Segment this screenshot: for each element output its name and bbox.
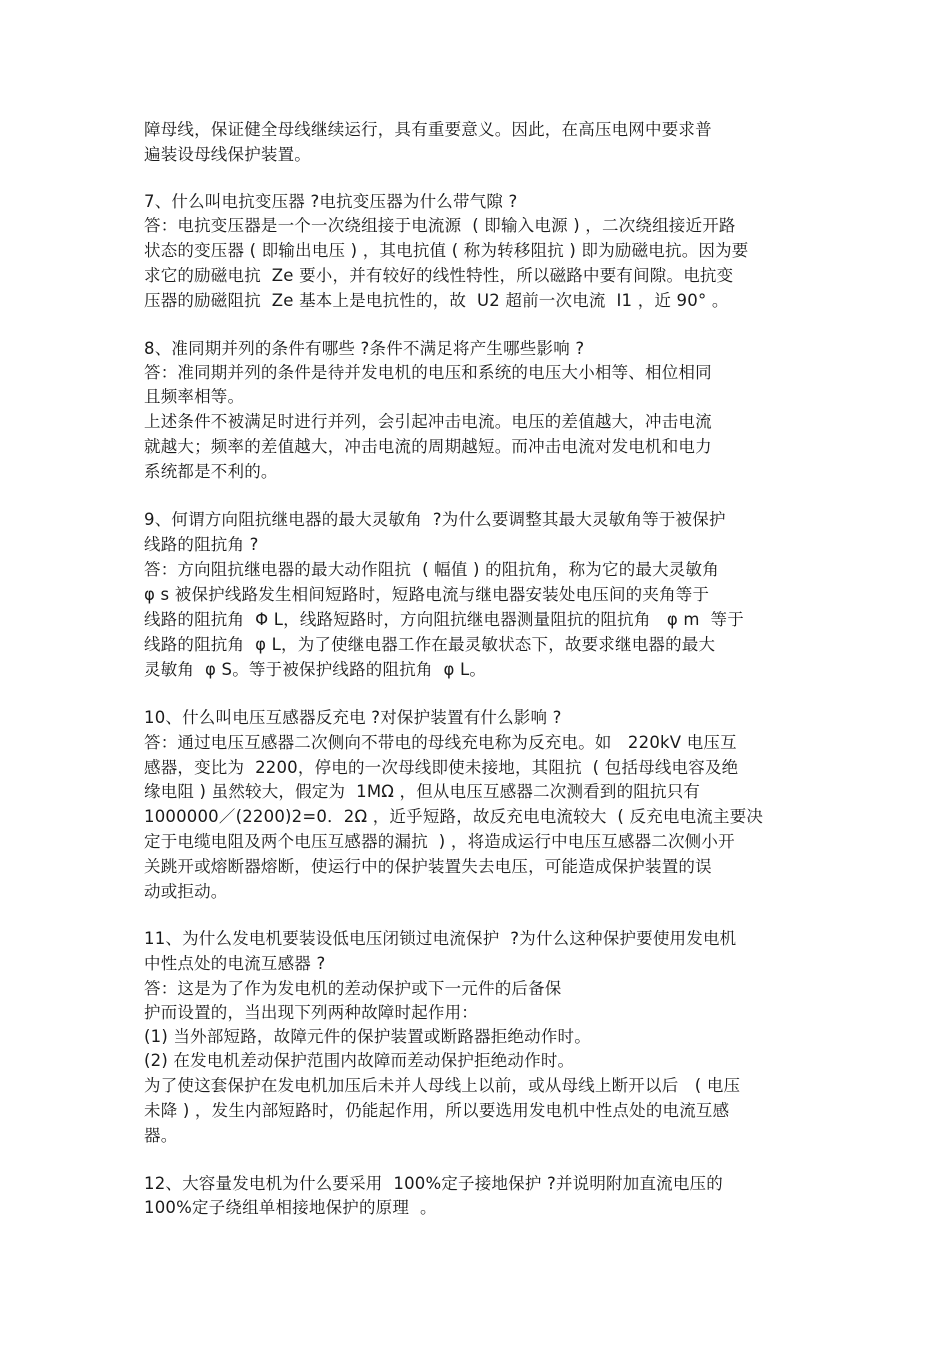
question-10-heading: 10、什么叫电压互感器反充电 ?对保护装置有什么影响 ? (144, 708, 562, 727)
list-item: (2) 在发电机差动保护范围内故障而差动保护拒绝动作时。 (144, 1051, 575, 1070)
text-line: 压器的励磁阻抗 Ze 基本上是电抗性的，故 U2 超前一次电流 I1 ，近 90° 。 (144, 291, 729, 310)
text-line: 上述条件不被满足时进行并列，会引起冲击电流。电压的差值越大，冲击电流 (144, 412, 712, 431)
text-line: 系统都是不利的。 (144, 462, 278, 481)
text-line: 关跳开或熔断器熔断，使运行中的保护装置失去电压，可能造成保护装置的误 (144, 857, 712, 876)
text-line: 障母线，保证健全母线继续运行，具有重要意义。因此，在高压电网中要求普 (144, 120, 712, 139)
question-11-heading: 11、为什么发电机要装设低电压闭锁过电流保护 ?为什么这种保护要使用发电机 (144, 929, 737, 948)
text-line: 且频率相等。 (144, 387, 245, 406)
text-line: 缘电阻 ) 虽然较大，假定为 1MΩ ，但从电压互感器二次测看到的阻抗只有 (144, 782, 701, 801)
question-12-heading: 12、大容量发电机为什么要采用 100%定子接地保护 ?并说明附加直流电压的 (144, 1174, 723, 1193)
question-9-heading-cont: 线路的阻抗角 ? (144, 535, 259, 554)
text-line: 线路的阻抗角 φ L，为了使继电器工作在最灵敏状态下，故要求继电器的最大 (144, 635, 716, 654)
text-line: φ s 被保护线路发生相间短路时，短路电流与继电器安装处电压间的夹角等于 (144, 585, 710, 604)
text-line: 线路的阻抗角 Φ L，线路短路时，方向阻抗继电器测量阻抗的阻抗角 φ m 等于 (144, 610, 744, 629)
question-12-heading-cont: 100%定子绕组单相接地保护的原理 。 (144, 1198, 437, 1217)
text-line: 遍装设母线保护装置。 (144, 145, 311, 164)
text-line: 答：通过电压互感器二次侧向不带电的母线充电称为反充电。如 220kV 电压互 (144, 733, 737, 752)
question-11-heading-cont: 中性点处的电流互感器 ? (144, 954, 326, 973)
question-8-heading: 8、准同期并列的条件有哪些 ?条件不满足将产生哪些影响 ? (144, 339, 585, 358)
text-line: 状态的变压器 ( 即输出电压 ) ，其电抗值 ( 称为转移阻抗 ) 即为励磁电抗。因为要 (144, 241, 749, 260)
text-line: 1000000／(2200)2=0．2Ω ，近乎短路，故反充电电流较大 ( 反充电电流主要决 (144, 807, 764, 826)
question-7-heading: 7、什么叫电抗变压器 ?电抗变压器为什么带气隙 ? (144, 192, 518, 211)
text-line: 求它的励磁电抗 Ze 要小，并有较好的线性特性，所以磁路中要有间隙。电抗变 (144, 266, 734, 285)
text-line: 灵敏角 φ S。等于被保护线路的阻抗角 φ L。 (144, 660, 487, 679)
text-line: 答：这是为了作为发电机的差动保护或下一元件的后备保 (144, 979, 562, 998)
text-line: 护而设置的，当出现下列两种故障时起作用： (144, 1003, 478, 1022)
text-line: 未降 ) ，发生内部短路时，仍能起作用，所以要选用发电机中性点处的电流互感 (144, 1101, 730, 1120)
text-line: 感器，变比为 2200，停电的一次母线即使未接地，其阻抗 ( 包括母线电容及绝 (144, 758, 739, 777)
text-line: 器。 (144, 1126, 178, 1145)
text-line: 答：电抗变压器是一个一次绕组接于电流源 ( 即输入电源 ) ，二次绕组接近开路 (144, 216, 736, 235)
text-line: 动或拒动。 (144, 882, 228, 901)
text-line: 答：准同期并列的条件是待并发电机的电压和系统的电压大小相等、相位相同 (144, 363, 712, 382)
text-line: 答：方向阻抗继电器的最大动作阻抗 ( 幅值 ) 的阻抗角，称为它的最大灵敏角 (144, 560, 719, 579)
text-line: 定于电缆电阻及两个电压互感器的漏抗 ) ，将造成运行中电压互感器二次侧小开 (144, 832, 735, 851)
question-9-heading: 9、何谓方向阻抗继电器的最大灵敏角 ?为什么要调整其最大灵敏角等于被保护 (144, 510, 726, 529)
text-line: 就越大；频率的差值越大，冲击电流的周期越短。而冲击电流对发电机和电力 (144, 437, 712, 456)
list-item: (1) 当外部短路，故障元件的保护装置或断路器拒绝动作时。 (144, 1027, 591, 1046)
text-line: 为了使这套保护在发电机加压后未并人母线上以前，或从母线上断开以后 ( 电压 (144, 1076, 741, 1095)
